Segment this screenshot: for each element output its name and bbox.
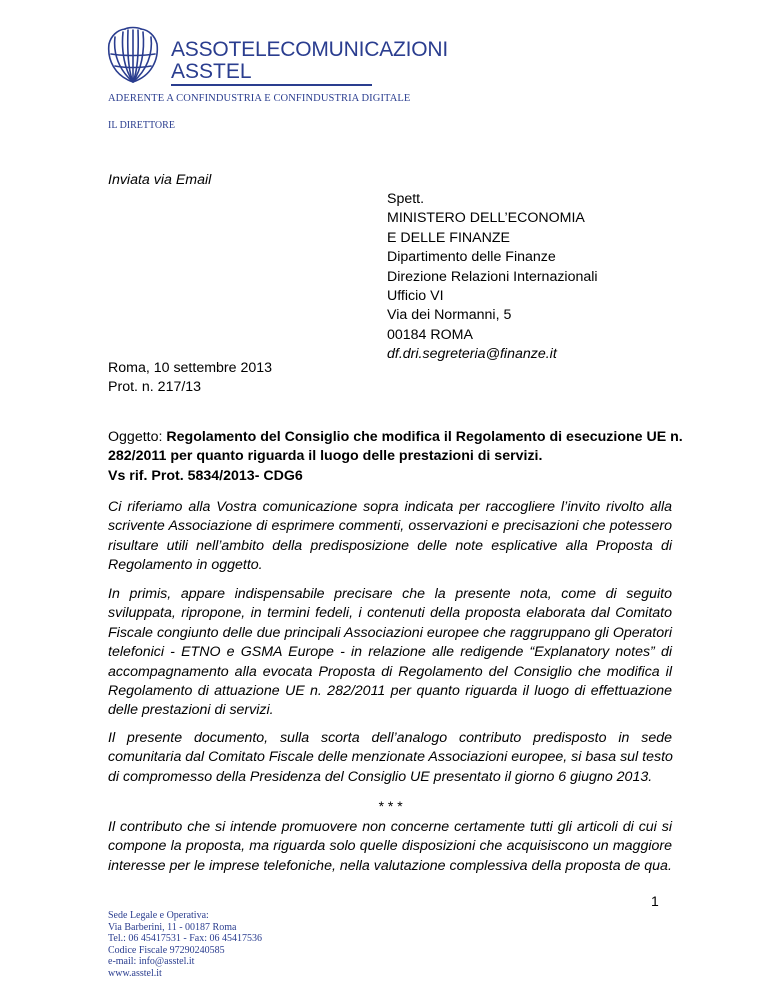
paragraph-line: di compromesso della Presidenza del Consiglio UE presentato il giorno 6 giugno 2013. [108, 768, 653, 785]
address-line: Ufficio VI [387, 288, 444, 305]
paragraph-3 [108, 729, 672, 787]
subject-title: Regolamento del Consiglio che modifica il Regolamento di esecuzione UE n. [166, 429, 683, 445]
paragraph-line: compone la proposta, ma riguarda solo quelle disposizioni che acquisiscono un maggiore [108, 838, 672, 855]
paragraph-4 [108, 818, 672, 876]
paragraph-2 [108, 585, 672, 721]
address-line: Spett. [387, 191, 425, 207]
footer-line: Codice Fiscale 97290240585 [108, 944, 225, 956]
paragraph-line: risultare utili nell’ambito della predisposizione delle note esplicative alla Proposta di [108, 537, 672, 554]
paragraph-line: Il contributo che si intende promuovere non concerne certamente tutti gli articoli di cui si [108, 819, 672, 835]
address-line: MINISTERO DELL’ECONOMIA [387, 210, 585, 227]
brand-acronym: ASSTEL [171, 60, 252, 83]
paragraph-line: Regolamento di attuazione UE n. 282/2011 per quanto riguarda il luogo di effettuazione [108, 683, 672, 700]
paragraph-line: delle prestazioni di servizi. [108, 702, 274, 719]
subject-block [108, 428, 683, 486]
paragraph-1 [108, 498, 672, 576]
protocol-number: Prot. n. 217/13 [108, 379, 202, 396]
address-line: Direzione Relazioni Internazionali [387, 268, 598, 285]
footer-line: Via Barberini, 11 - 00187 Roma [108, 921, 237, 933]
shell-logo-icon [103, 26, 163, 84]
paragraph-line: In primis, appare indispensabile precisare che la presente nota, come di seguito [108, 586, 672, 602]
address-line: Via dei Normanni, 5 [387, 307, 512, 324]
paragraph-line: interesse per le imprese telefoniche, nella valutazione complessiva della proposta de qua. [108, 857, 672, 874]
address-line: 00184 ROMA [387, 326, 473, 343]
subject-line: 282/2011 per quanto riguarda il luogo delle prestazioni di servizi. [108, 448, 543, 465]
paragraph-line: Il presente documento, sulla scorta dell’analogo contributo predisposto in sede [108, 730, 672, 746]
brand-name: ASSOTELECOMUNICAZIONI [171, 38, 449, 61]
paragraph-line: comunitaria dal Comitato Fiscale delle menzionate Associazioni europee, si basa sul testo [108, 749, 673, 766]
director-heading: IL DIRETTORE [108, 120, 175, 131]
footer-contact [108, 910, 262, 980]
paragraph-line: Fiscale congiunto delle due principali Associazioni europee che raggruppano gli Operatori [108, 624, 672, 641]
adherent-line: ADERENTE A CONFINDUSTRIA E CONFINDUSTRIA DIGITALE [108, 93, 411, 104]
paragraph-line: telefonici - ETNO e GSMA Europe - in relazione alle redigende “Explanatory notes” di [108, 644, 672, 661]
subject-line [108, 428, 683, 447]
footer-line: Tel.: 06 45417531 - Fax: 06 45417536 [108, 933, 263, 945]
brand-divider [171, 84, 372, 86]
sent-via: Inviata via Email [108, 172, 212, 188]
recipient-email: df.dri.segreteria@finanze.it [387, 346, 557, 363]
paragraph-line: Ci riferiamo alla Vostra comunicazione sopra indicata per raccogliere l’invito rivolto alla [108, 499, 672, 515]
subject-label: Oggetto: [108, 429, 163, 445]
recipient-address [387, 190, 598, 365]
address-line: Dipartimento delle Finanze [387, 249, 556, 266]
address-line: E DELLE FINANZE [387, 229, 510, 246]
page-number: 1 [651, 893, 659, 909]
footer-line: Sede Legale e Operativa: [108, 910, 209, 921]
paragraph-line: scrivente Associazione di esprimere commenti, osservazioni e precisazioni che potessero [108, 518, 672, 535]
paragraph-line: Regolamento in oggetto. [108, 557, 263, 574]
footer-website: www.asstel.it [108, 967, 162, 979]
paragraph-line: accompagnamento alla evocata Proposta di Regolamento del Consiglio che modifica il [108, 663, 672, 680]
footer-email: e-mail: info@asstel.it [108, 956, 195, 968]
paragraph-line: sviluppata, ripropone, in termini fedeli, i contenuti della proposta elaborata dal Comitato [108, 605, 672, 622]
subject-reference: Vs rif. Prot. 5834/2013- CDG6 [108, 467, 303, 484]
letter-date: Roma, 10 settembre 2013 [108, 360, 273, 376]
section-separator: * * * [377, 798, 403, 814]
date-block [108, 359, 272, 398]
